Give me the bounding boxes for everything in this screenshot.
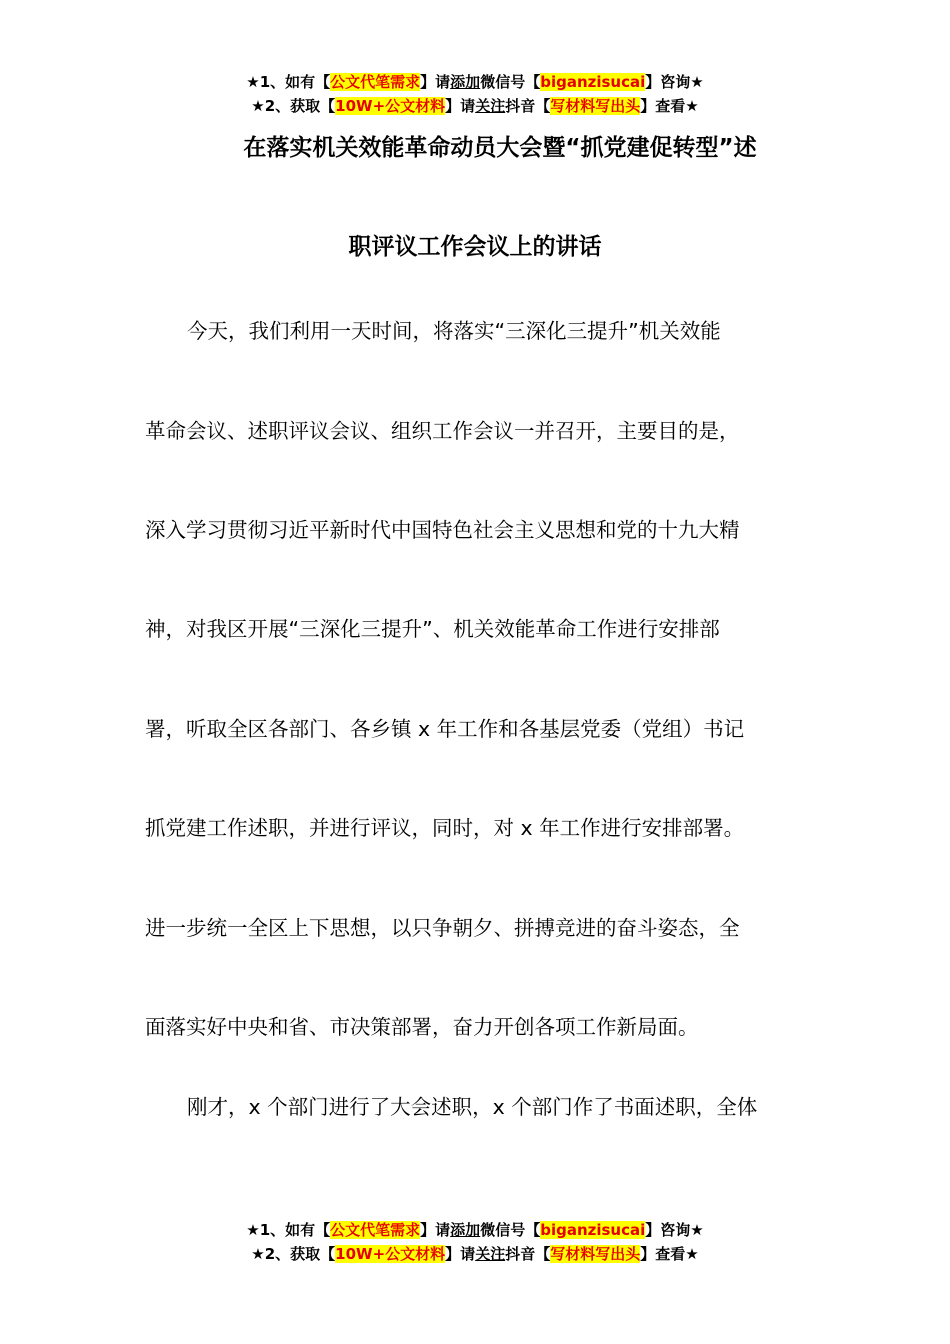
banner-text: 微信号【 (480, 73, 541, 91)
banner-text: 】请 (445, 97, 476, 115)
body-line: 面落实好中央和省、市决策部署，奋力开创各项工作新局面。 (145, 1015, 699, 1039)
body-line: 今天，我们利用一天时间，将落实“三深化三提升”机关效能 (187, 319, 721, 343)
underlined-text: 添加 (450, 73, 481, 91)
banner-text: 2、获取【 (264, 1245, 336, 1263)
body-line: 革命会议、述职评议会议、组织工作会议一并召开，主要目的是， (145, 419, 740, 443)
banner-text: 抖音【 (505, 1245, 551, 1263)
star-icon: ★ (685, 97, 699, 115)
highlight-text: 10W+公文材料 (335, 97, 446, 115)
star-icon: ★ (690, 73, 704, 91)
document-title-line-1: 在落实机关效能革命动员大会暨“抓党建促转型”述 (243, 135, 757, 161)
body-line: 深入学习贯彻习近平新时代中国特色社会主义思想和党的十九大精 (145, 518, 740, 542)
highlight-text: 写材料写出头 (550, 1245, 641, 1263)
header-banner (0, 70, 950, 118)
body-line: 抓党建工作述职，并进行评议，同时，对 x 年工作进行安排部署。 (145, 816, 745, 840)
banner-line-1 (0, 70, 950, 94)
highlight-text: 写材料写出头 (550, 97, 641, 115)
banner-text: 抖音【 (505, 97, 551, 115)
footer-banner (0, 1218, 950, 1266)
underlined-text: 关注 (475, 97, 506, 115)
banner-text: 1、如有【 (259, 1221, 331, 1239)
banner-text: 】咨询 (645, 73, 691, 91)
star-icon: ★ (690, 1221, 704, 1239)
document-title-line-2: 职评议工作会议上的讲话 (348, 234, 602, 260)
star-icon: ★ (246, 73, 260, 91)
banner-line-2 (0, 1242, 950, 1266)
highlight-text: biganzisucai (540, 73, 646, 91)
highlight-text: 公文代笔需求 (330, 1221, 421, 1239)
highlight-text: 公文代笔需求 (330, 73, 421, 91)
highlight-text: biganzisucai (540, 1221, 646, 1239)
banner-text: 1、如有【 (259, 73, 331, 91)
star-icon: ★ (251, 1245, 265, 1263)
banner-text: 】查看 (640, 1245, 686, 1263)
body-line: 神，对我区开展“三深化三提升”、机关效能革命工作进行安排部 (145, 617, 720, 641)
banner-text: 2、获取【 (264, 97, 336, 115)
banner-text: 】请 (445, 1245, 476, 1263)
banner-line-2 (0, 94, 950, 118)
highlight-text: 10W+公文材料 (335, 1245, 446, 1263)
body-line: 刚才，x 个部门进行了大会述职，x 个部门作了书面述职，全体 (187, 1095, 758, 1119)
star-icon: ★ (685, 1245, 699, 1263)
body-line: 署，听取全区各部门、各乡镇 x 年工作和各基层党委（党组）书记 (145, 717, 745, 741)
body-line: 进一步统一全区上下思想，以只争朝夕、拼搏竞进的奋斗姿态，全 (145, 916, 740, 940)
underlined-text: 关注 (475, 1245, 506, 1263)
star-icon: ★ (246, 1221, 260, 1239)
banner-text: 】请 (420, 1221, 451, 1239)
star-icon: ★ (251, 97, 265, 115)
banner-text: 微信号【 (480, 1221, 541, 1239)
banner-text: 】咨询 (645, 1221, 691, 1239)
banner-text: 】请 (420, 73, 451, 91)
banner-line-1 (0, 1218, 950, 1242)
underlined-text: 添加 (450, 1221, 481, 1239)
banner-text: 】查看 (640, 97, 686, 115)
